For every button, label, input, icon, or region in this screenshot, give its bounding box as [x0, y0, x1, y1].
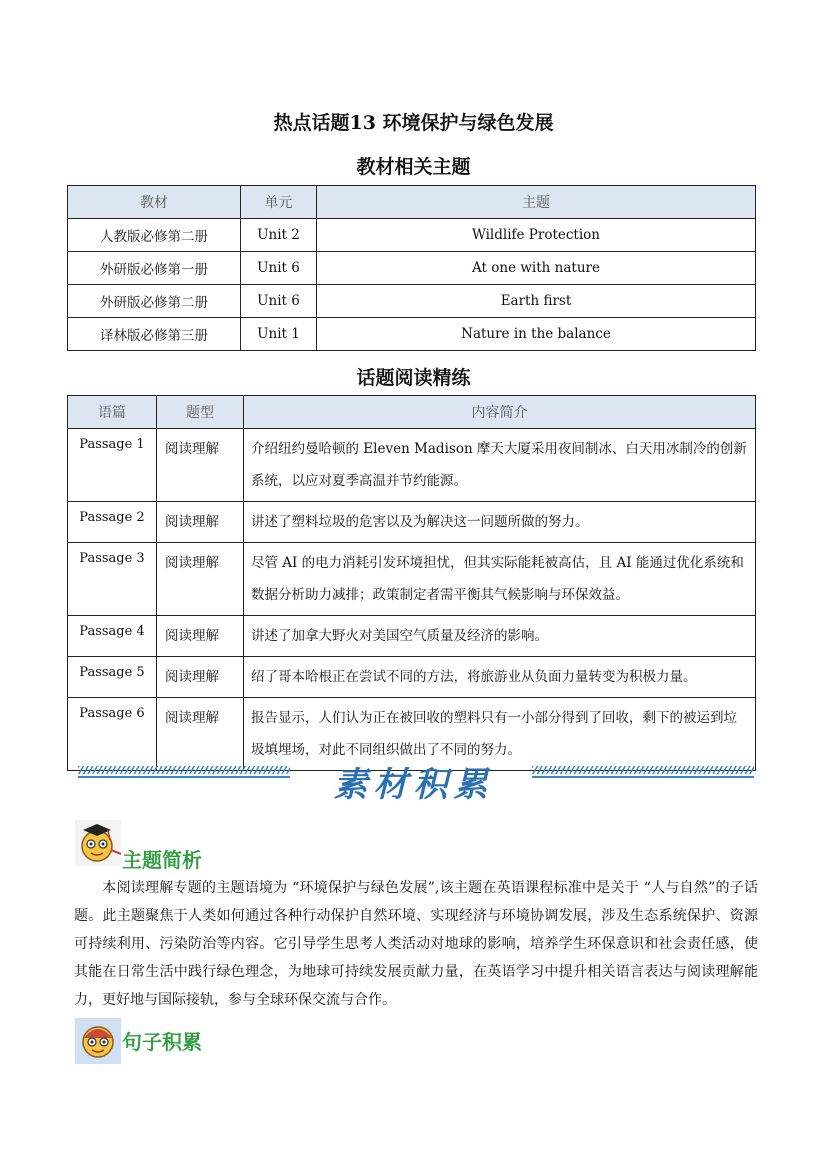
- cell-summary: 介绍纽约曼哈顿的 Eleven Madison 摩天大厦采用夜间制冰、白天用冰制冷的创新系统，以应对夏季高温并节约能源。: [244, 429, 756, 502]
- sentence-accumulation-heading: 句子积累: [122, 1030, 202, 1054]
- cell-passage: Passage 6: [68, 698, 157, 771]
- cell-passage: Passage 3: [68, 543, 157, 616]
- mascot-icon: [75, 820, 121, 866]
- cell-textbook: 译林版必修第三册: [68, 318, 241, 351]
- banner-line-right: [532, 776, 754, 778]
- theme-paragraph-text: 本阅读理解专题的主题语境为 “环境保护与绿色发展”,该主题在英语课程标准中是关于 “人与自然”的子话题。此主题聚焦于人类如何通过各种行动保护自然环境、实现经济与环境协调发展，涉及生态系统保护、资源可持续利用、污染防治等内容。它引导学生思考人类活动对地球的影响，培养学生环保意识和社会责任感，使其能在日常生活中践行绿色理念，为地球可持续发展贡献力量，在英语学习中提升相关语言表达与阅读理解能力，更好地与国际接轨，参与全球环保交流与合作。: [74, 880, 758, 1008]
- document-title: 热点话题13 环境保护与绿色发展: [273, 112, 554, 134]
- textbook-topics-table: [67, 185, 756, 351]
- table-row: [68, 616, 756, 657]
- cell-question-type: 阅读理解: [157, 698, 244, 771]
- table-row: [68, 219, 756, 252]
- cell-textbook: 外研版必修第一册: [68, 252, 241, 285]
- cell-unit: Unit 1: [241, 318, 317, 351]
- cell-topic: Nature in the balance: [317, 318, 756, 351]
- cell-summary: 讲述了塑料垃圾的危害以及为解决这一问题所做的努力。: [244, 502, 756, 543]
- table-header-row: [68, 186, 756, 219]
- mascot-icon: [75, 1018, 121, 1064]
- header-passage: 语篇: [68, 396, 157, 429]
- cell-question-type: 阅读理解: [157, 543, 244, 616]
- table-row: [68, 318, 756, 351]
- table-row: [68, 543, 756, 616]
- cell-topic: At one with nature: [317, 252, 756, 285]
- cell-unit: Unit 2: [241, 219, 317, 252]
- cell-summary: 绍了哥本哈根正在尝试不同的方法，将旅游业从负面力量转变为积极力量。: [244, 657, 756, 698]
- cell-textbook: 人教版必修第二册: [68, 219, 241, 252]
- passage-table: [67, 395, 756, 771]
- cell-topic: Earth first: [317, 285, 756, 318]
- cell-unit: Unit 6: [241, 252, 317, 285]
- banner-stripe-left: [78, 766, 290, 774]
- cell-question-type: 阅读理解: [157, 502, 244, 543]
- header-textbook: 教材: [68, 186, 241, 219]
- table-row: [68, 285, 756, 318]
- cell-topic: Wildlife Protection: [317, 219, 756, 252]
- cell-passage: Passage 2: [68, 502, 157, 543]
- reading-practice-title: 话题阅读精练: [356, 367, 471, 389]
- cell-summary: 尽管 AI 的电力消耗引发环境担忧，但其实际能耗被高估，且 AI 能通过优化系统和数据分析助力减排；政策制定者需平衡其气候影响与环保效益。: [244, 543, 756, 616]
- cell-passage: Passage 4: [68, 616, 157, 657]
- header-question-type: 题型: [157, 396, 244, 429]
- table-row: [68, 502, 756, 543]
- textbook-topics-title: 教材相关主题: [356, 156, 471, 178]
- table-row: [68, 429, 756, 502]
- cell-unit: Unit 6: [241, 285, 317, 318]
- banner-stripe-right: [532, 766, 754, 774]
- table-header-row: [68, 396, 756, 429]
- cell-question-type: 阅读理解: [157, 657, 244, 698]
- theme-paragraph: [74, 874, 758, 1014]
- cell-summary: 报告显示，人们认为正在被回收的塑料只有一小部分得到了回收，剩下的被运到垃圾填埋场，对此不同组织做出了不同的努力。: [244, 698, 756, 771]
- table-row: [68, 252, 756, 285]
- header-topic: 主题: [317, 186, 756, 219]
- cell-question-type: 阅读理解: [157, 616, 244, 657]
- banner-line-left: [78, 776, 290, 778]
- cell-passage: Passage 1: [68, 429, 157, 502]
- cell-summary: 讲述了加拿大野火对美国空气质量及经济的影响。: [244, 616, 756, 657]
- theme-analysis-heading: 主题简析: [122, 848, 202, 872]
- cell-passage: Passage 5: [68, 657, 157, 698]
- header-unit: 单元: [241, 186, 317, 219]
- banner-title: 素材积累: [333, 765, 494, 805]
- table-row: [68, 657, 756, 698]
- cell-textbook: 外研版必修第二册: [68, 285, 241, 318]
- header-summary: 内容简介: [244, 396, 756, 429]
- material-banner: [0, 757, 827, 805]
- cell-question-type: 阅读理解: [157, 429, 244, 502]
